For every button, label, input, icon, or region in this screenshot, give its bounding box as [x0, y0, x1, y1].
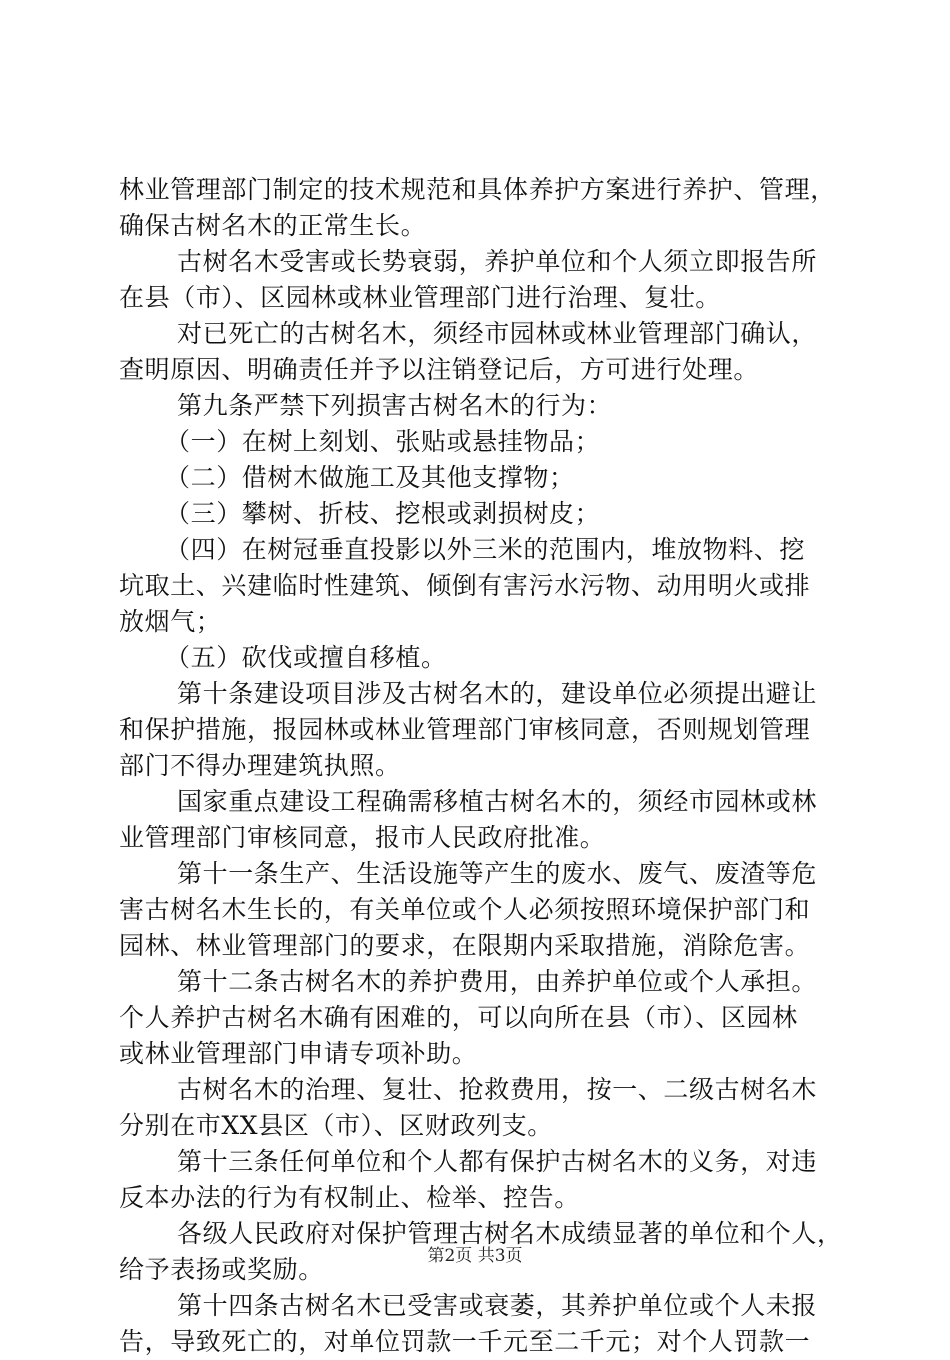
text-line: （五）砍伐或擅自移植。 — [165, 643, 447, 672]
text-line: 第十三条任何单位和个人都有保护古树名木的义务，对违 — [177, 1147, 818, 1176]
text-line: 第十二条古树名木的养护费用，由养护单位或个人承担。 — [177, 967, 818, 996]
text-line: （四）在树冠垂直投影以外三米的范围内，堆放物料、挖 — [165, 535, 806, 564]
text-line: 对已死亡的古树名木，须经市园林或林业管理部门确认， — [177, 319, 818, 348]
text-line: 第十条建设项目涉及古树名木的，建设单位必须提出避让 — [177, 679, 818, 708]
text-line: 园林、林业管理部门的要求，在限期内采取措施，消除危害。 — [119, 931, 811, 960]
text-line: 查明原因、明确责任并予以注销登记后，方可进行处理。 — [119, 355, 760, 384]
text-line: 第九条严禁下列损害古树名木的行为： — [177, 391, 613, 420]
text-line: 告，导致死亡的，对单位罚款一千元至二千元；对个人罚款一 — [119, 1327, 811, 1356]
text-line: 反本办法的行为有权制止、检举、控告。 — [119, 1183, 580, 1212]
text-line: 第十四条古树名木已受害或衰萎，其养护单位或个人未报 — [177, 1291, 818, 1320]
text-line: 各级人民政府对保护管理古树名木成绩显著的单位和个人， — [177, 1219, 843, 1248]
text-line: 古树名木受害或长势衰弱，养护单位和个人须立即报告所 — [177, 247, 818, 276]
text-line: 林业管理部门制定的技术规范和具体养护方案进行养护、管理， — [119, 175, 836, 204]
text-line: 或林业管理部门申请专项补助。 — [119, 1039, 478, 1068]
text-line: 业管理部门审核同意，报市人民政府批准。 — [119, 823, 606, 852]
text-line: 分别在市XX县区（市）、区财政列支。 — [119, 1111, 553, 1140]
text-line: （二）借树木做施工及其他支撑物； — [165, 463, 575, 492]
text-line: 部门不得办理建筑执照。 — [119, 751, 401, 780]
text-line: （一）在树上刻划、张贴或悬挂物品； — [165, 427, 601, 456]
page-number-footer: 第2页 共3页 — [427, 1246, 523, 1266]
text-line: 古树名木的治理、复壮、抢救费用，按一、二级古树名木 — [177, 1075, 818, 1104]
text-line: 坑取土、兴建临时性建筑、倾倒有害污水污物、动用明火或排 — [119, 571, 811, 600]
text-line: 放烟气； — [119, 607, 222, 636]
text-line: 确保古树名木的正常生长。 — [119, 211, 427, 240]
text-line: 国家重点建设工程确需移植古树名木的，须经市园林或林 — [177, 787, 818, 816]
text-line: 个人养护古树名木确有困难的，可以向所在县（市）、区园林 — [119, 1003, 798, 1032]
text-line: 害古树名木生长的，有关单位或个人必须按照环境保护部门和 — [119, 895, 811, 924]
text-line: 给予表扬或奖励。 — [119, 1255, 324, 1284]
document-body — [119, 172, 843, 1360]
text-line: 第十一条生产、生活设施等产生的废水、废气、废渣等危 — [177, 859, 818, 888]
text-line: 在县（市）、区园林或林业管理部门进行治理、复壮。 — [119, 283, 721, 312]
text-line: （三）攀树、折枝、挖根或剥损树皮； — [165, 499, 601, 528]
text-line: 和保护措施，报园林或林业管理部门审核同意，否则规划管理 — [119, 715, 811, 744]
